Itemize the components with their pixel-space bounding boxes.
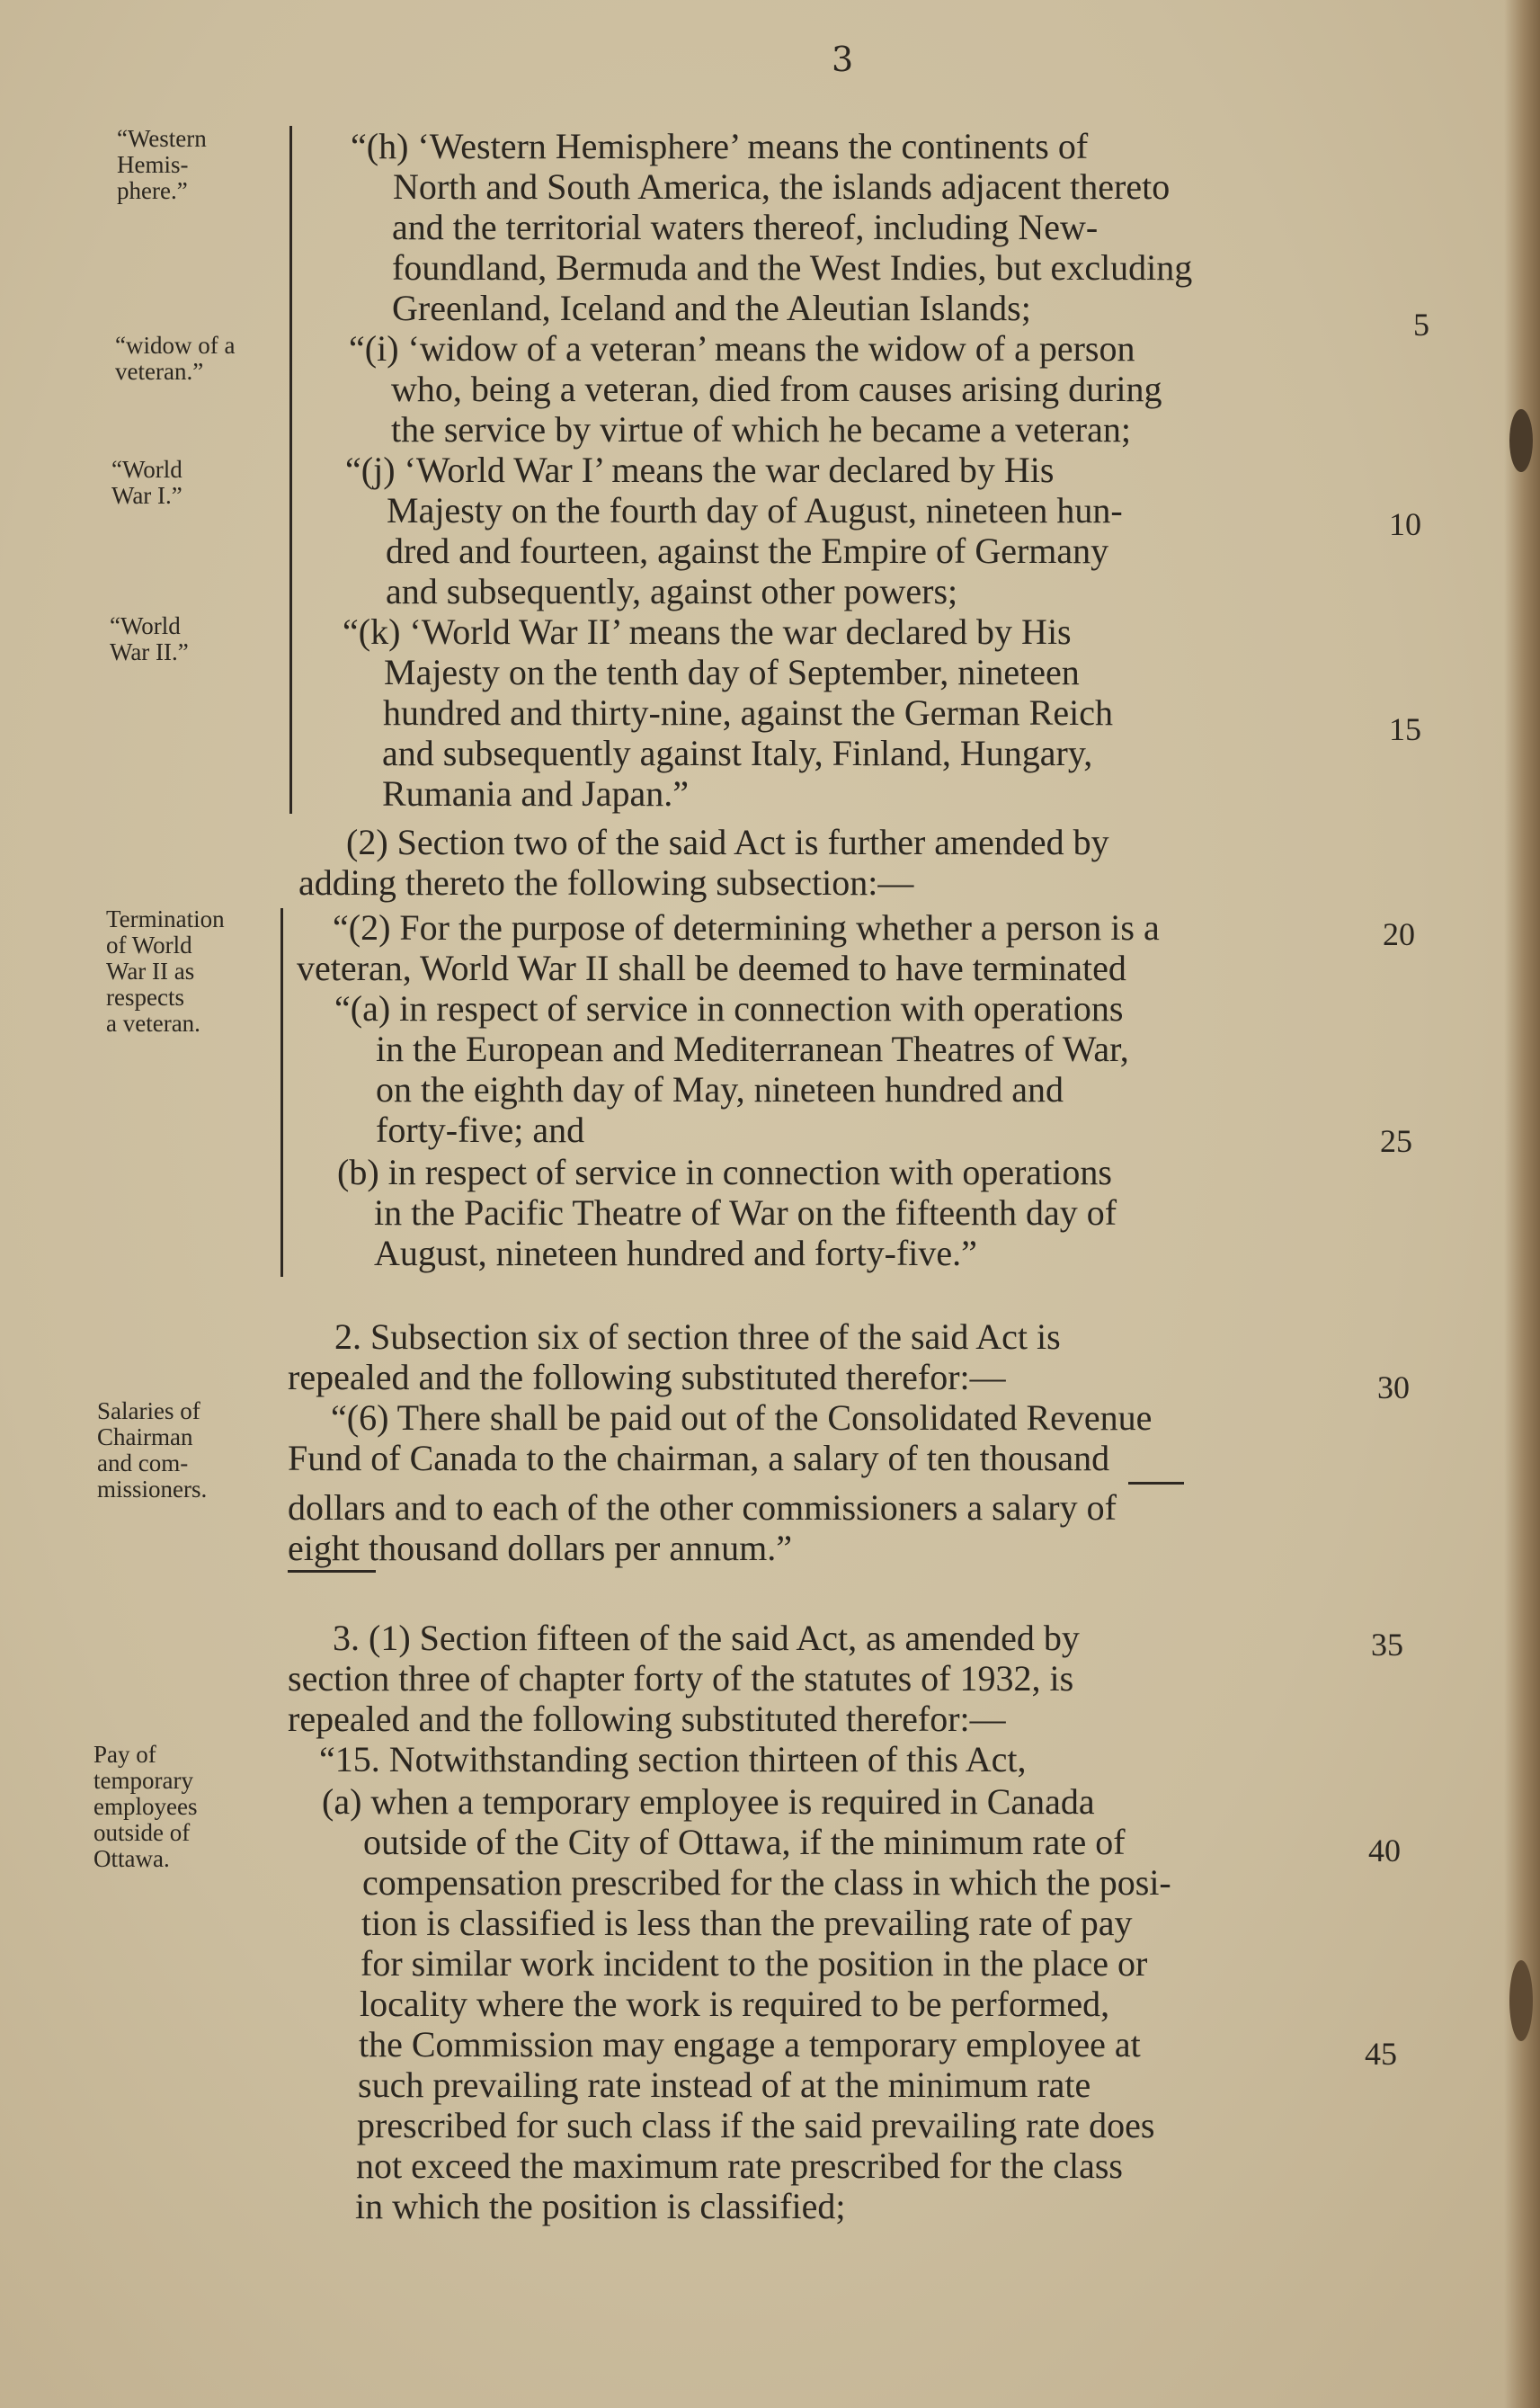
text-line: Greenland, Iceland and the Aleutian Islands;: [392, 288, 1031, 328]
text-line: “(h) ‘Western Hemisphere’ means the continents of: [351, 126, 1089, 166]
text-line: “(i) ‘widow of a veteran’ means the widow of a person: [349, 328, 1135, 369]
line-number: 35: [1371, 1627, 1403, 1663]
text-line: dred and fourteen, against the Empire of Germany: [386, 531, 1109, 571]
text-line: North and South America, the islands adjacent thereto: [393, 166, 1171, 207]
binding-clip-top: [1509, 409, 1533, 472]
text-line: dollars and to each of the other commissioners a salary of: [288, 1487, 1117, 1528]
text-line: and subsequently against Italy, Finland, Hungary,: [382, 733, 1093, 773]
text-line: for similar work incident to the position in the place or: [361, 1943, 1148, 1984]
text-line: Fund of Canada to the chairman, a salary of ten thousand: [288, 1438, 1110, 1478]
text-line: and subsequently, against other powers;: [386, 571, 958, 611]
underline-mark-ten: [1128, 1482, 1184, 1485]
line-number: 10: [1389, 506, 1421, 542]
text-line: “(a) in respect of service in connection with operations: [334, 988, 1124, 1029]
text-line: and the territorial waters thereof, including New-: [392, 207, 1099, 247]
text-line: who, being a veteran, died from causes arising during: [391, 369, 1162, 409]
text-line: adding thereto the following subsection:—: [298, 862, 914, 903]
text-line: outside of the City of Ottawa, if the minimum rate of: [363, 1822, 1126, 1862]
text-line: locality where the work is required to be performed,: [360, 1984, 1110, 2024]
text-line: hundred and thirty-nine, against the German Reich: [383, 692, 1113, 733]
text-line: tion is classified is less than the prevailing rate of pay: [361, 1903, 1133, 1943]
text-line: “(j) ‘World War I’ means the war declared by His: [345, 450, 1055, 490]
text-line: section three of chapter forty of the statutes of 1932, is: [288, 1658, 1074, 1699]
line-number: 40: [1368, 1833, 1401, 1868]
line-number: 20: [1383, 916, 1415, 952]
text-line: compensation prescribed for the class in which the posi-: [362, 1862, 1171, 1903]
text-line: the Commission may engage a temporary employee at: [359, 2024, 1141, 2065]
line-number: 25: [1380, 1123, 1412, 1159]
text-line: repealed and the following substituted therefor:—: [288, 1699, 1006, 1739]
line-number: 5: [1413, 307, 1429, 343]
text-line: prescribed for such class if the said prevailing rate does: [357, 2105, 1155, 2145]
line-number: 45: [1365, 2036, 1397, 2072]
text-line: in the European and Mediterranean Theatres of War,: [376, 1029, 1129, 1069]
underline-mark-eight: [288, 1570, 376, 1573]
line-number: 15: [1389, 711, 1421, 747]
text-line: on the eighth day of May, nineteen hundred and: [376, 1069, 1064, 1110]
line-number: 30: [1377, 1369, 1410, 1405]
text-line: Majesty on the tenth day of September, nineteen: [384, 652, 1080, 692]
text-line: (2) Section two of the said Act is further amended by: [346, 822, 1109, 862]
text-line: eight thousand dollars per annum.”: [288, 1528, 792, 1568]
text-line: Majesty on the fourth day of August, nineteen hun-: [387, 490, 1123, 531]
text-line: in which the position is classified;: [355, 2186, 846, 2226]
amendment-rule-1: [289, 126, 292, 814]
text-line: Rumania and Japan.”: [382, 773, 689, 814]
text-line: 3. (1) Section fifteen of the said Act, as amended by: [333, 1618, 1080, 1658]
text-line: August, nineteen hundred and forty-five.”: [374, 1233, 977, 1273]
text-line: veteran, World War II shall be deemed to have terminated: [297, 948, 1126, 988]
text-line: not exceed the maximum rate prescribed for the class: [356, 2145, 1123, 2186]
page-number: 3: [832, 40, 854, 79]
text-line: repealed and the following substituted therefor:—: [288, 1357, 1006, 1397]
text-line: “(2) For the purpose of determining whether a person is a: [333, 907, 1160, 948]
text-line: (a) when a temporary employee is required in Canada: [322, 1781, 1095, 1822]
text-line: 2. Subsection six of section three of the said Act is: [334, 1316, 1061, 1357]
text-line: “(k) ‘World War II’ means the war declared by His: [343, 611, 1072, 652]
text-line: foundland, Bermuda and the West Indies, but excluding: [392, 247, 1193, 288]
text-line: such prevailing rate instead of at the minimum rate: [358, 2065, 1091, 2105]
text-line: “(6) There shall be paid out of the Consolidated Revenue: [331, 1397, 1153, 1438]
text-line: the service by virtue of which he became a veteran;: [391, 409, 1131, 450]
amendment-rule-2: [280, 908, 283, 1277]
binding-clip-bottom: [1509, 1960, 1533, 2041]
text-line: “15. Notwithstanding section thirteen of this Act,: [319, 1739, 1027, 1779]
page-edge-shadow: [1504, 0, 1540, 2408]
text-line: in the Pacific Theatre of War on the fifteenth day of: [374, 1192, 1117, 1233]
text-line: (b) in respect of service in connection with operations: [337, 1152, 1112, 1192]
text-line: forty-five; and: [376, 1110, 585, 1150]
